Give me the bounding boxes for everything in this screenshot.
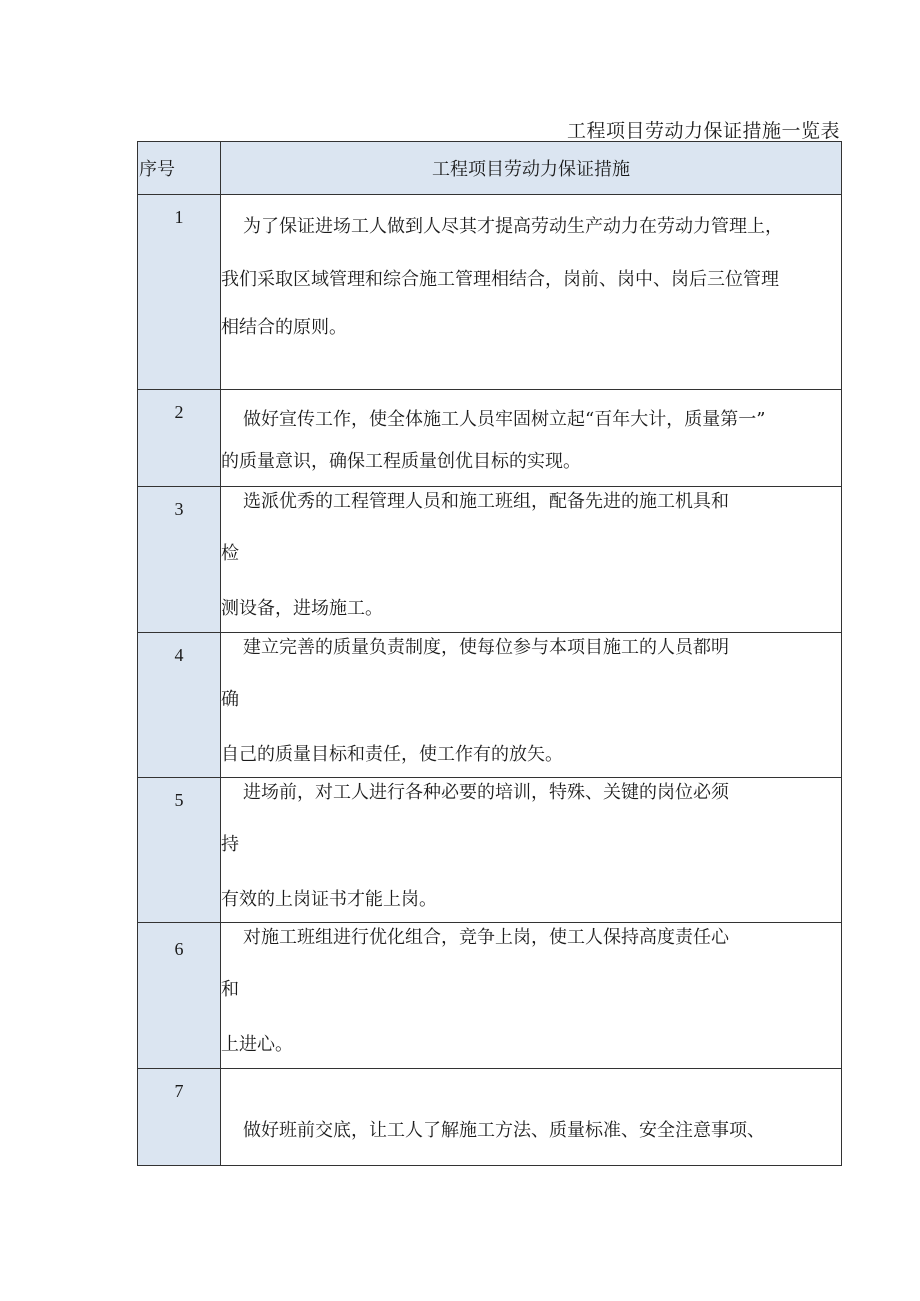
measure-line: [221, 1069, 841, 1103]
row-number-cell: [138, 1069, 221, 1166]
row-number: 7: [174, 1081, 184, 1101]
measure-line: 对施工班组进行优化组合，竞争上岗，使工人保持高度责任心: [243, 927, 729, 948]
row-number-cell: [138, 195, 221, 390]
row-number-cell: [138, 633, 221, 778]
measure-line: 自己的质量目标和责任，使工作有的放矢。: [221, 744, 563, 765]
measure-text-cell: [221, 390, 842, 487]
measure-line: 持: [221, 834, 239, 855]
row-number-cell: [138, 923, 221, 1069]
measure-line: 确: [221, 689, 239, 710]
table-row: [138, 390, 842, 487]
measure-line: 相结合的原则。: [221, 317, 347, 338]
document-title: 工程项目劳动力保证措施一览表: [566, 120, 840, 142]
table-row: [138, 778, 842, 923]
measure-line: 和: [221, 979, 239, 1000]
measure-text-cell: [221, 195, 842, 390]
measure-text-cell: [221, 778, 842, 923]
row-number: 1: [174, 207, 184, 227]
measure-line: 我们采取区域管理和综合施工管理相结合，岗前、岗中、岗后三位管理: [221, 269, 779, 290]
column-header-measure: [221, 142, 842, 195]
row-number-cell: [138, 487, 221, 633]
measure-line: 选派优秀的工程管理人员和施工班组，配备先进的施工机具和: [243, 491, 729, 512]
labor-measures-table: [137, 141, 842, 1166]
measure-line: 检: [221, 543, 239, 564]
measure-line: 的质量意识，确保工程质量创优目标的实现。: [221, 451, 581, 472]
table-row: [138, 923, 842, 1069]
table-row: [138, 633, 842, 778]
row-number-cell: [138, 778, 221, 923]
measure-line: 有效的上岗证书才能上岗。: [221, 889, 437, 910]
table-row: [138, 195, 842, 390]
table-header-row: [138, 142, 842, 195]
measure-line: 建立完善的质量负责制度，使每位参与本项目施工的人员都明: [243, 637, 729, 658]
table-row: [138, 1069, 842, 1166]
column-header-measure-label: 工程项目劳动力保证措施: [432, 159, 630, 180]
measure-text-cell: [221, 633, 842, 778]
measure-line: 做好班前交底，让工人了解施工方法、质量标准、安全注意事项、: [243, 1120, 765, 1141]
measure-line: 为了保证进场工人做到人尽其才提高劳动生产动力在劳动力管理上，: [243, 216, 783, 237]
table-row: [138, 487, 842, 633]
measure-line: 进场前，对工人进行各种必要的培训，特殊、关键的岗位必须: [243, 782, 729, 803]
row-number: 5: [174, 790, 184, 810]
measure-text-cell: [221, 487, 842, 633]
row-number-cell: [138, 390, 221, 487]
measure-text-cell: [221, 1069, 842, 1166]
measure-line: 上进心。: [221, 1034, 293, 1055]
column-header-no: [138, 142, 221, 195]
row-number: 6: [174, 939, 184, 959]
measure-line: 做好宣传工作，使全体施工人员牢固树立起“百年大计，质量第一”: [243, 409, 766, 430]
column-header-no-label: 序号: [139, 159, 175, 180]
measure-text-cell: [221, 923, 842, 1069]
row-number: 4: [174, 645, 184, 665]
measure-line: 测设备，进场施工。: [221, 598, 383, 619]
row-number: 3: [174, 499, 184, 519]
row-number: 2: [174, 402, 184, 422]
